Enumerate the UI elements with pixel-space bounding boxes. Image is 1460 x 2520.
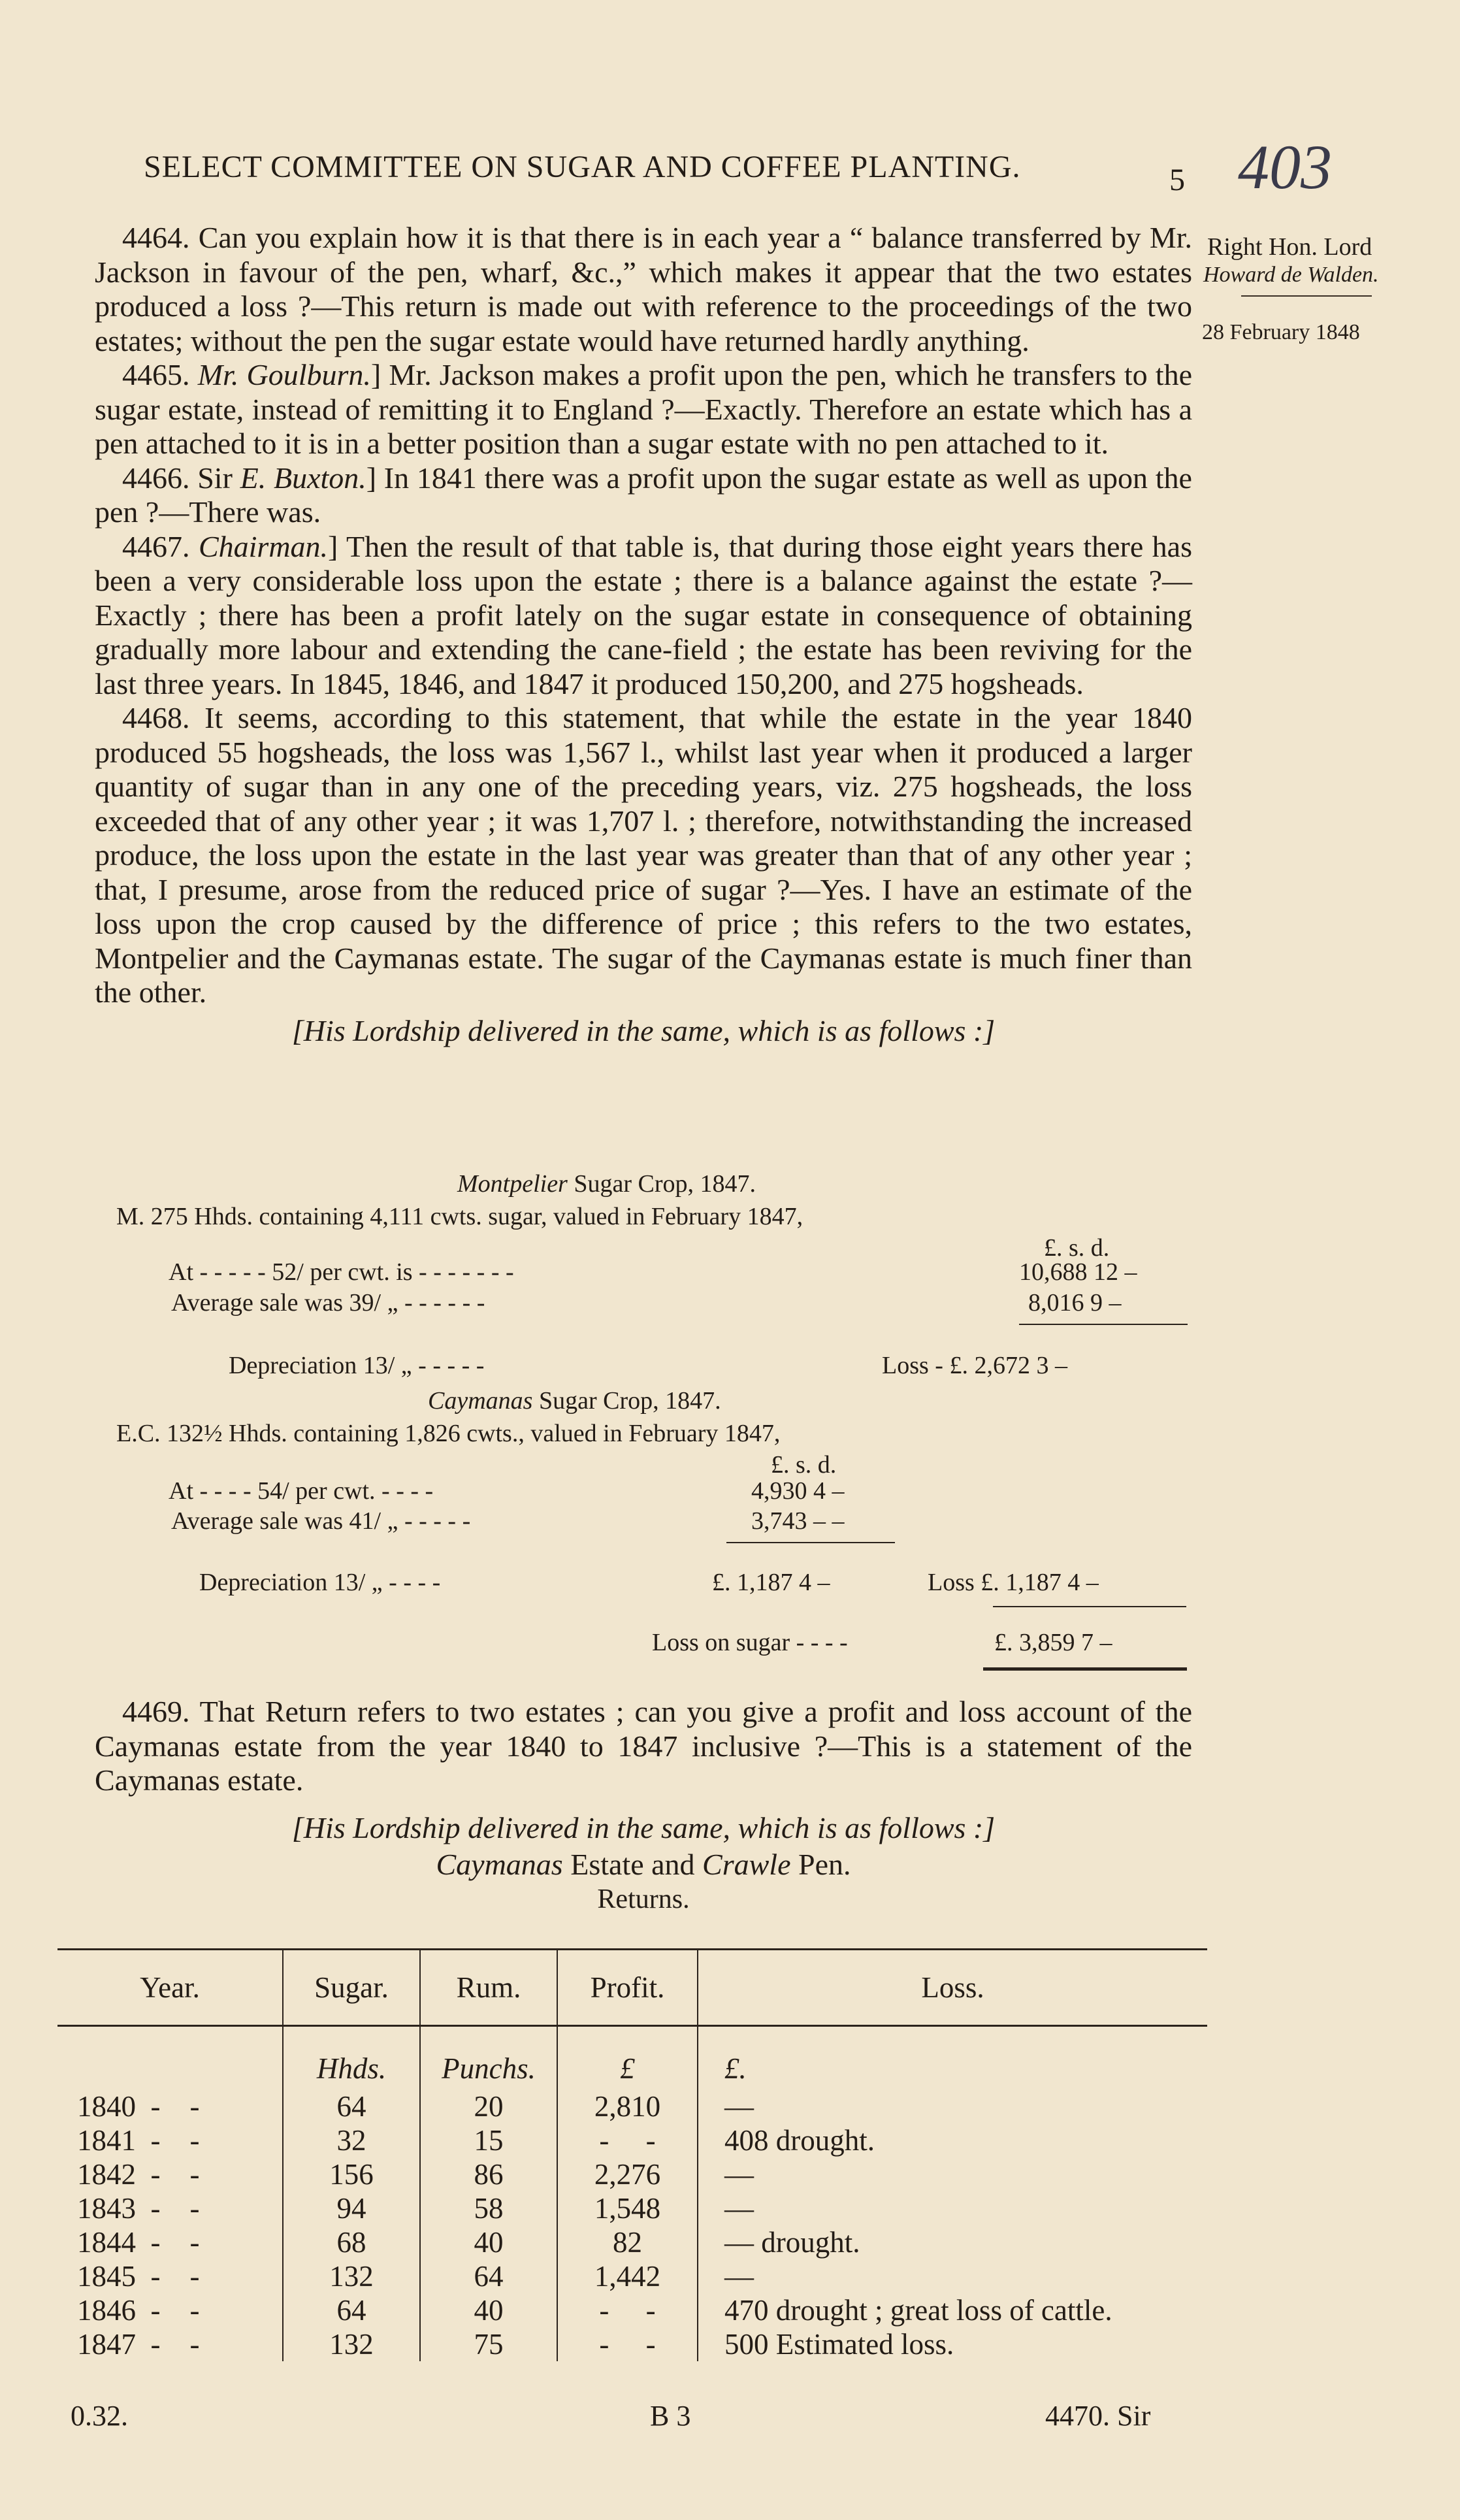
cell-rum: 58 <box>420 2191 557 2225</box>
cell-profit: - - <box>557 2123 698 2157</box>
cell-year: 1844 - - <box>77 2226 200 2259</box>
caymanas-average-label: Average sale was 41/ „ - - - - - <box>171 1507 471 1535</box>
question-text: ] Mr. Jackson makes a profit upon the pen, which he transfers to the sugar estate, instead of remitting it to England ?—Exactly. Therefore an estate which has a pen attached to it is in a better position than a sugar estate with no pen attached to it. <box>95 358 1192 460</box>
table-header-row <box>57 1950 1207 2026</box>
page-number: 5 <box>1169 163 1185 197</box>
running-header: SELECT COMMITTEE ON SUGAR AND COFFEE PLANTING. <box>144 150 1021 184</box>
returns-subtitle: Returns. <box>597 1884 690 1914</box>
question-text: That Return refers to two estates ; can you give a profit and loss account of the Caymanas estate from the year 1840 to 1847 inclusive ?—This is a statement of the Caymanas estate. <box>95 1695 1192 1797</box>
cell-year: 1840 - - <box>77 2090 200 2123</box>
unit-rum: Punchs. <box>420 2026 557 2090</box>
handwritten-folio-number: 403 <box>1238 132 1332 202</box>
total-double-rule <box>983 1667 1187 1671</box>
cell-profit: - - <box>557 2293 698 2327</box>
question-number: 4464. <box>122 221 190 254</box>
cell-profit: - - <box>557 2327 698 2361</box>
question-text: Can you explain how it is that there is in each year a “ balance transferred by Mr. Jackson in favour of the pen, wharf, &c.,” which makes it appear that the two estates produced a loss ?—This return is made out with reference to the proceedings of the two estates; without the pen the sugar estate would have returned hardly anything. <box>95 221 1192 357</box>
question-4467 <box>95 530 1192 702</box>
cell-rum: 40 <box>420 2225 557 2259</box>
montpelier-currency-header: £. s. d. <box>1044 1234 1110 1262</box>
header-rum: Rum. <box>420 1950 557 2026</box>
loss-on-sugar-total: £. 3,859 7 – <box>994 1629 1112 1656</box>
montpelier-loss: Loss - £. 2,672 3 – <box>882 1352 1067 1379</box>
caymanas-description: E.C. 132½ Hhds. containing 1,826 cwts., valued in February 1847, <box>116 1420 781 1447</box>
cell-sugar: 68 <box>283 2225 420 2259</box>
caymanas-average-value: 3,743 – – <box>751 1507 845 1535</box>
evidence-text-continued <box>95 1695 1192 1916</box>
question-4464 <box>95 221 1192 358</box>
cell-loss: — <box>698 2089 1207 2123</box>
unit-profit: £ <box>557 2026 698 2090</box>
cell-year: 1842 - - <box>77 2158 200 2191</box>
cell-profit: 2,810 <box>557 2089 698 2123</box>
caymanas-at-label: At - - - - 54/ per cwt. - - - - <box>169 1477 434 1505</box>
cell-loss: 408 drought. <box>698 2123 1207 2157</box>
estate-name: Caymanas <box>436 1848 563 1881</box>
returns-table <box>57 1948 1207 2361</box>
cell-year: 1841 - - <box>77 2124 200 2157</box>
sidenote-rule <box>1241 295 1372 297</box>
montpelier-title <box>457 1170 756 1198</box>
cell-profit: 2,276 <box>557 2157 698 2191</box>
unit-sugar: Hhds. <box>283 2026 420 2090</box>
cell-loss: — drought. <box>698 2225 1207 2259</box>
caymanas-loss: Loss £. 1,187 4 – <box>928 1569 1099 1596</box>
caymanas-loss-rule <box>993 1606 1186 1607</box>
cell-loss: 500 Estimated loss. <box>698 2327 1207 2361</box>
cell-sugar: 32 <box>283 2123 420 2157</box>
caymanas-at-value: 4,930 4 – <box>751 1477 845 1505</box>
table-row <box>57 2225 1207 2259</box>
caymanas-currency-header: £. s. d. <box>771 1451 837 1479</box>
table-row <box>57 2259 1207 2293</box>
montpelier-description: M. 275 Hhds. containing 4,111 cwts. sugar, valued in February 1847, <box>116 1203 803 1230</box>
speaker-name: Mr. Goulburn. <box>197 358 371 391</box>
unit-loss: £. <box>698 2026 1207 2090</box>
table-row <box>57 2327 1207 2361</box>
montpelier-average-label: Average sale was 39/ „ - - - - - - <box>171 1289 485 1317</box>
montpelier-average-value: 8,016 9 – <box>1028 1289 1122 1317</box>
header-profit: Profit. <box>557 1950 698 2026</box>
cell-loss: — <box>698 2259 1207 2293</box>
caymanas-sum-rule <box>726 1542 895 1543</box>
cell-loss: 470 drought ; great loss of cattle. <box>698 2293 1207 2327</box>
cell-rum: 20 <box>420 2089 557 2123</box>
question-number: 4465. <box>122 358 190 391</box>
cell-sugar: 64 <box>283 2089 420 2123</box>
title-text: Pen. <box>790 1848 851 1881</box>
cell-rum: 64 <box>420 2259 557 2293</box>
loss-on-sugar-label: Loss on sugar - - - - <box>652 1629 848 1656</box>
question-number: 4467. <box>122 529 190 563</box>
question-text: It seems, according to this statement, that while the estate in the year 1840 produced 55 hogsheads, the loss was 1,567 l., whilst last year when it produced a larger quantity of sugar than in any one of the preceding years, viz. 275 hogsheads, the loss exceeded that of any other year ; it was 1,707 l. ; therefore, notwithstanding the increased produce, the loss upon the estate in the last year was greater than that of any other year ; that, I presume, arose from the reduced price of sugar ?—Yes. I have an estimate of the loss upon the crop caused by the difference of price ; this refers to the two estates, Montpelier and the Caymanas estate. The sugar of the Caymanas estate is much finer than the other. <box>95 701 1192 1009</box>
montpelier-depreciation-label: Depreciation 13/ „ - - - - - <box>229 1352 485 1379</box>
cell-profit: 1,442 <box>557 2259 698 2293</box>
cell-sugar: 94 <box>283 2191 420 2225</box>
delivered-note-2: [His Lordship delivered in the same, which is as follows :] <box>291 1810 996 1844</box>
table-row <box>57 2293 1207 2327</box>
montpelier-at-value: 10,688 12 – <box>1019 1258 1137 1286</box>
header-loss: Loss. <box>698 1950 1207 2026</box>
cell-rum: 15 <box>420 2123 557 2157</box>
footer-catchword: 4470. Sir <box>1045 2400 1151 2432</box>
sidenote-date: 28 February 1848 <box>1202 320 1360 344</box>
cell-rum: 75 <box>420 2327 557 2361</box>
unit-year <box>57 2026 283 2090</box>
question-4466 <box>95 461 1192 530</box>
returns-title <box>95 1848 1192 1882</box>
speaker-name: E. Buxton. <box>240 461 366 495</box>
sidenote-witness-line2: Howard de Walden. <box>1203 263 1379 287</box>
crop-label: Sugar Crop, 1847. <box>567 1170 756 1198</box>
footer-signature-mark: B 3 <box>650 2400 691 2432</box>
cell-year: 1843 - - <box>77 2192 200 2225</box>
estate-name: Caymanas <box>428 1387 533 1415</box>
question-text: ] Then the result of that table is, that during those eight years there has been a very considerable loss upon the estate ; there is a balance against the estate ?—Exactly ; there has been a profit lately on the sugar estate in consequence of obtaining gradually more labour and extending the cane-field ; the estate has been reviving for the last three years. In 1845, 1846, and 1847 it produced 150,200, and 275 hogsheads. <box>95 529 1193 700</box>
cell-year: 1846 - - <box>77 2294 200 2327</box>
question-4465 <box>95 358 1192 461</box>
cell-year: 1845 - - <box>77 2260 200 2293</box>
delivered-note-1: [His Lordship delivered in the same, which is as follows :] <box>291 1013 996 1047</box>
question-number: 4468. <box>122 701 190 734</box>
cell-profit: 82 <box>557 2225 698 2259</box>
speaker-name: Chairman. <box>198 529 329 563</box>
cell-sugar: 64 <box>283 2293 420 2327</box>
cell-profit: 1,548 <box>557 2191 698 2225</box>
cell-sugar: 132 <box>283 2327 420 2361</box>
question-4468 <box>95 701 1192 1010</box>
question-text: ] In 1841 there was a profit upon the sugar estate as well as upon the pen ?—There was. <box>95 461 1192 529</box>
caymanas-title <box>428 1386 721 1415</box>
cell-loss: — <box>698 2191 1207 2225</box>
cell-sugar: 156 <box>283 2157 420 2191</box>
footer-sessional-number: 0.32. <box>71 2400 128 2432</box>
cell-loss: — <box>698 2157 1207 2191</box>
cell-year: 1847 - - <box>77 2328 200 2361</box>
question-number: 4466. <box>122 461 190 495</box>
caymanas-depreciation-label: Depreciation 13/ „ - - - - <box>199 1569 441 1596</box>
table-row <box>57 2089 1207 2123</box>
montpelier-sum-rule <box>1019 1324 1188 1325</box>
crop-label: Sugar Crop, 1847. <box>532 1387 721 1415</box>
title-text: Estate and <box>562 1848 703 1881</box>
header-sugar: Sugar. <box>283 1950 420 2026</box>
table-row <box>57 2191 1207 2225</box>
units-row <box>57 2026 1207 2090</box>
pen-name: Crawle <box>702 1848 791 1881</box>
question-4469 <box>95 1695 1192 1798</box>
cell-rum: 86 <box>420 2157 557 2191</box>
cell-sugar: 132 <box>283 2259 420 2293</box>
estate-name: Montpelier <box>457 1170 568 1198</box>
header-year: Year. <box>57 1950 283 2026</box>
question-number: 4469. <box>122 1695 190 1728</box>
caymanas-depreciation-value: £. 1,187 4 – <box>712 1569 830 1596</box>
table-row <box>57 2157 1207 2191</box>
montpelier-at-label: At - - - - - 52/ per cwt. is - - - - - - - <box>169 1258 514 1286</box>
sidenote-witness-line1: Right Hon. Lord <box>1207 233 1372 261</box>
evidence-text <box>95 221 1192 1048</box>
speaker-title: Sir <box>189 461 240 495</box>
cell-rum: 40 <box>420 2293 557 2327</box>
table-row <box>57 2123 1207 2157</box>
